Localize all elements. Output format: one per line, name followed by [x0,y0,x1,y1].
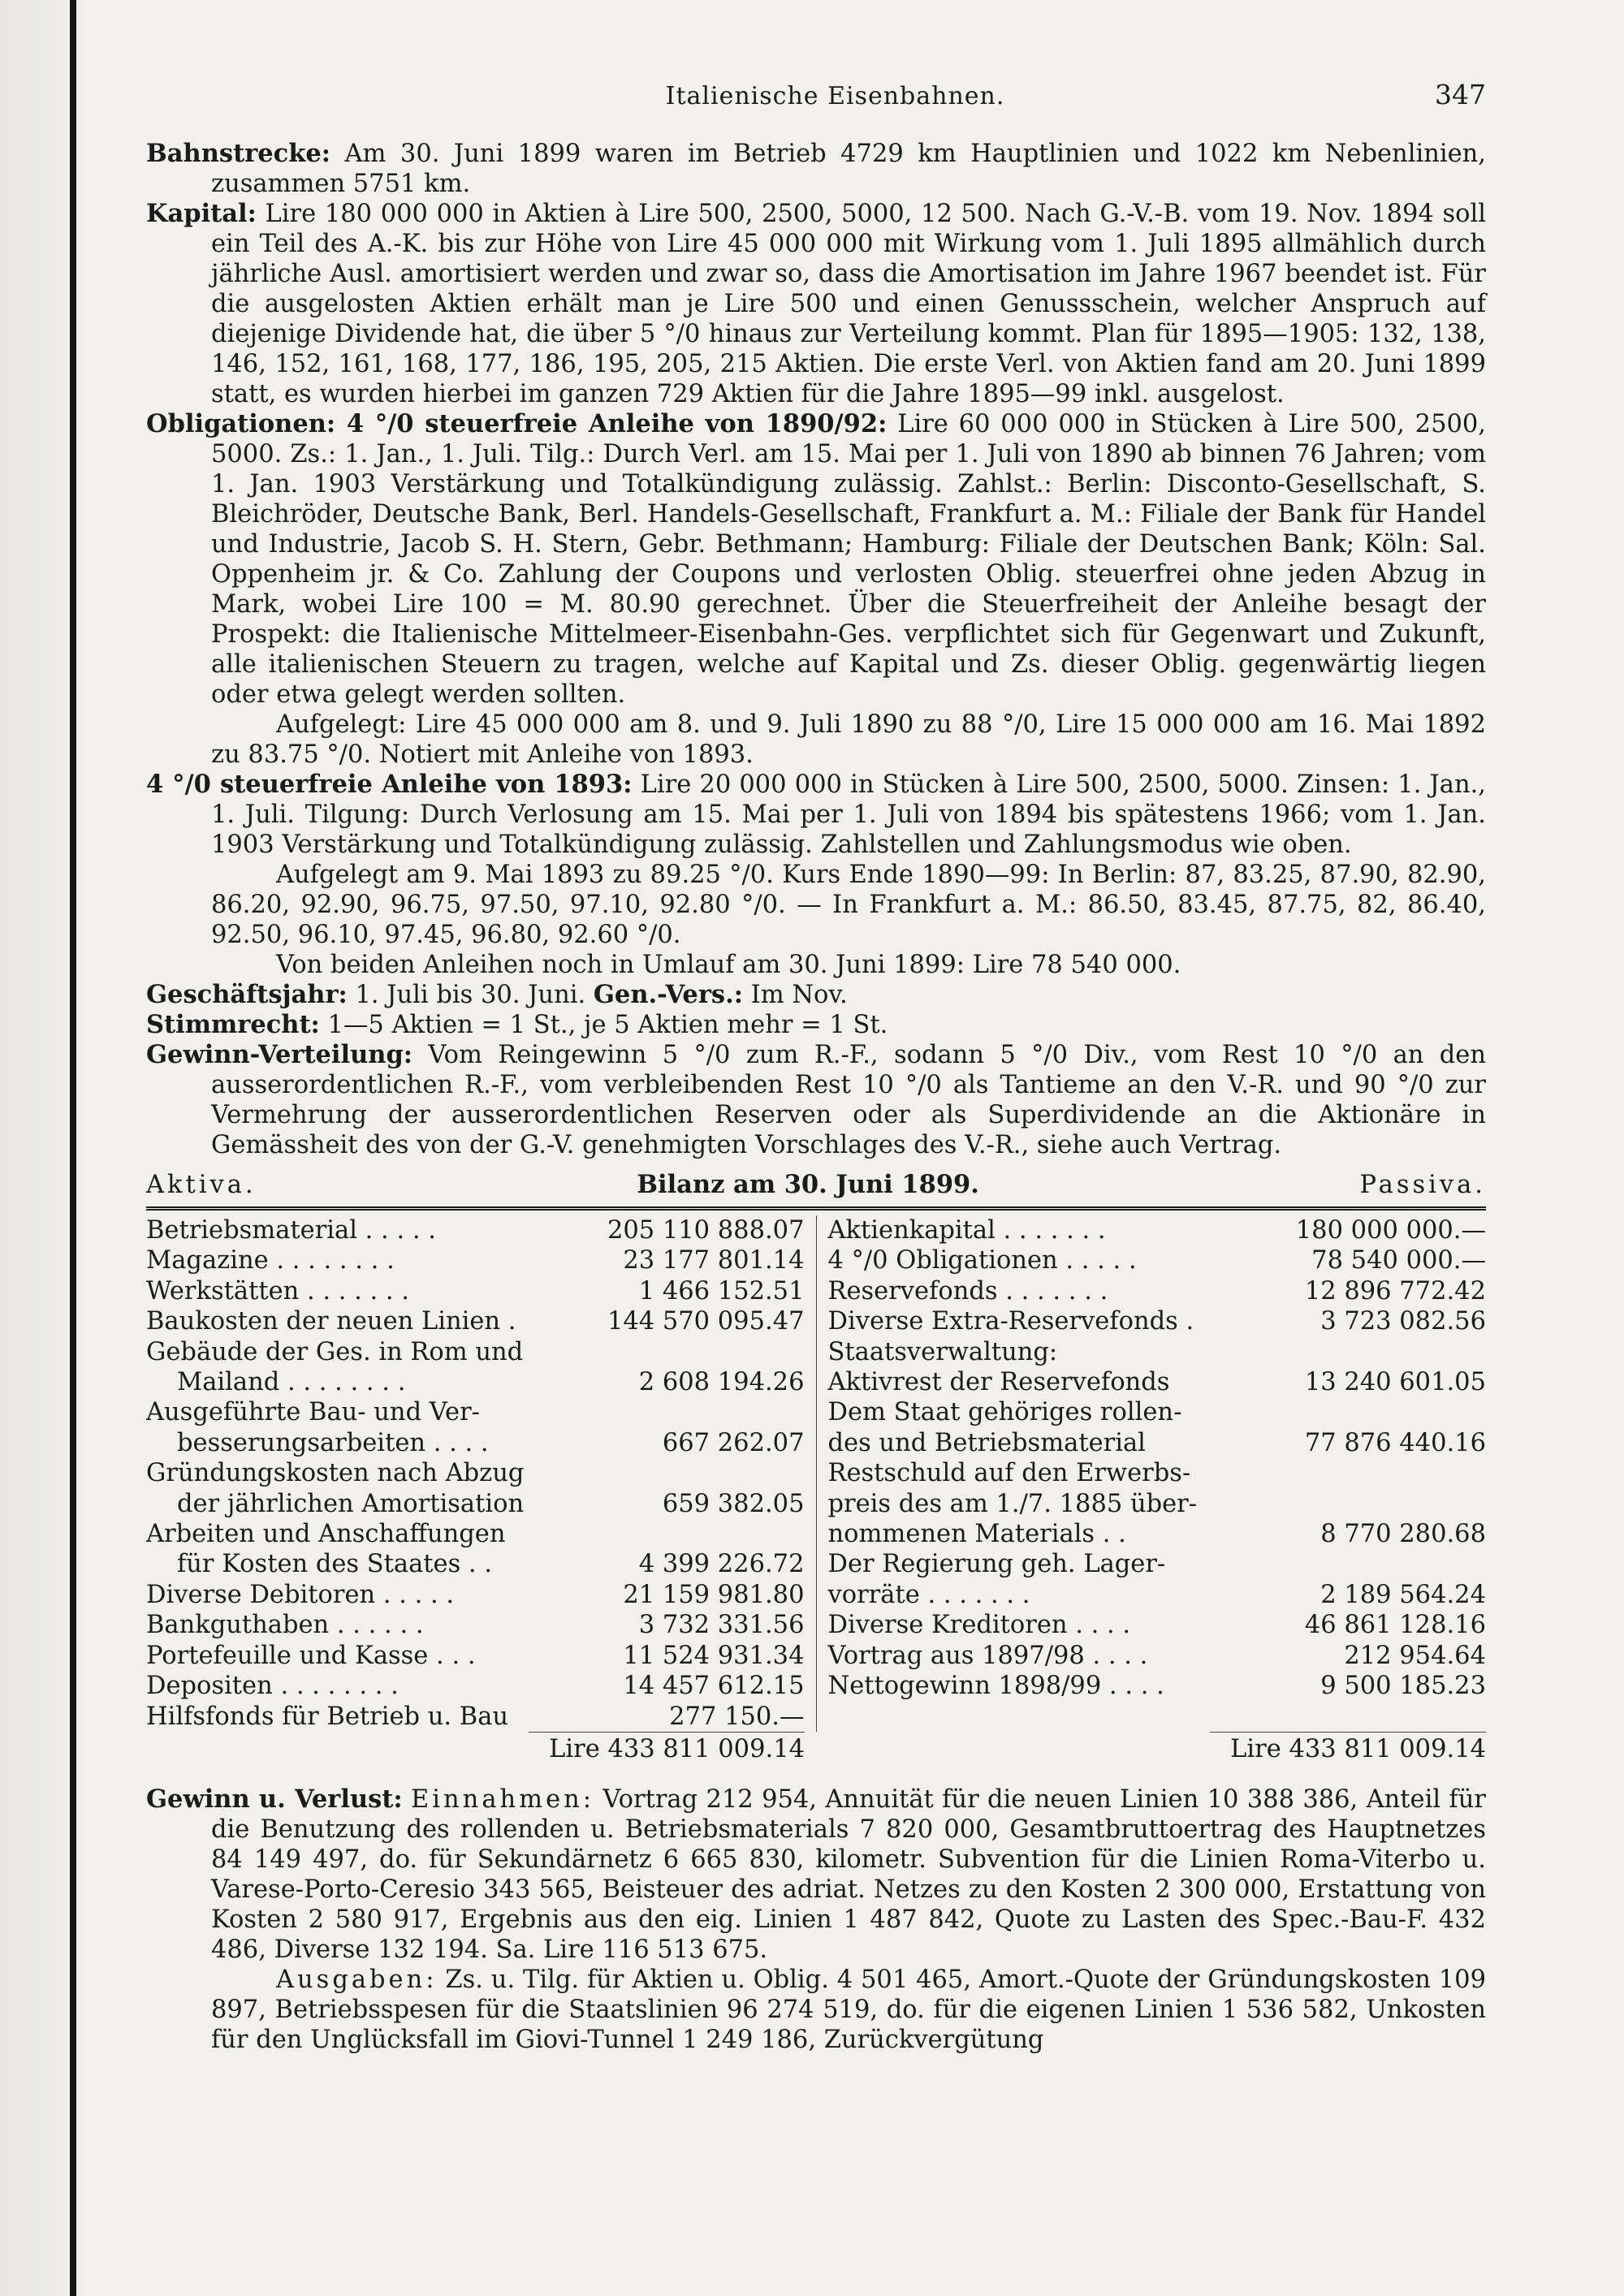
page-content [146,80,1486,2055]
aktiva-amount: 144 570 095.47 [607,1307,805,1336]
passiva-label: Diverse Kreditoren . . . . [827,1611,1131,1640]
entry-label: Geschäftsjahr: [146,980,348,1009]
aktiva-label: Depositen . . . . . . . . [146,1672,399,1701]
entry-label: Gewinn u. Verlust: [146,1784,403,1814]
aktiva-amount [602,1337,816,1367]
passiva-row [817,1215,1487,1245]
entry-text: Aufgelegt: Lire 45 000 000 am 8. und 9. Juli 1890 zu 88 °/0, Lire 15 000 000 am 16. Mai 1892 zu 83.75 °/0. Notiert mit Anleihe von 1893. [211,710,1486,769]
passiva-label: Der Regierung geh. Lager- [827,1550,1166,1579]
aktiva-total [146,1732,816,1765]
passiva-label: Restschuld auf den Erwerbs- [827,1459,1191,1488]
aktiva-label: Betriebsmaterial . . . . . [146,1216,436,1245]
aktiva-row [146,1306,816,1336]
passiva-row [817,1671,1487,1701]
passiva-amount [1273,1337,1486,1367]
paragraph-stimmrecht [146,1010,1486,1040]
passiva-row [817,1580,1487,1610]
aktiva-amount: 4 399 226.72 [638,1550,805,1579]
aktiva-amount: 21 159 981.80 [623,1580,805,1609]
passiva-amount: 77 876 440.16 [1304,1428,1486,1457]
entry-label: Kapital: [146,199,257,228]
passiva-label: Aktivrest der Reservefonds [827,1368,1170,1397]
passiva-amount: 180 000 000.— [1295,1216,1486,1245]
aktiva-label: der jährlichen Amortisation [177,1489,525,1518]
aktiva-label: Diverse Debitoren . . . . . [146,1580,455,1609]
paragraph-gewinn-verteilung [146,1040,1486,1160]
passiva-total-value: Lire 433 811 009.14 [1210,1732,1486,1765]
balance-header [146,1170,1486,1211]
einnahmen-text: Vortrag 212 954, Annuität für die neuen Linien 10 388 386, Anteil für die Benutzung des rollenden u. Betriebsmaterials 7 820 000, Gesamtbruttoertrag des Hauptnetzes 84 149 497, do. für Sekundärnetz 6 665 830, kilometr. Subvention für die Linien Roma-Viterbo u. Varese-Porto-Ceresio 343 565, Beisteuer des adriat. Netzes zu den Kosten 2 300 000, Erstattung von Kosten 2 580 917, Ergebnis aus den eig. Linien 1 487 842, Quote zu Lasten des Spec.-Bau-F. 432 486, Diverse 132 194. Sa. Lire 116 513 675. [211,1785,1486,1964]
paragraph-ausgaben [146,1965,1486,2055]
paragraph-bahnstrecke [146,139,1486,199]
aktiva-amount [602,1519,816,1549]
passiva-label: Diverse Extra-Reservefonds . [827,1307,1194,1336]
aktiva-amount: 23 177 801.14 [623,1246,805,1275]
aktiva-amount: 1 466 152.51 [638,1276,805,1306]
passiva-amount [1273,1489,1486,1519]
passiva-row [817,1367,1487,1397]
binding-rule [70,0,76,2296]
aktiva-row [146,1519,816,1549]
aktiva-row [146,1671,816,1701]
passiva-label: vorräte . . . . . . . [827,1580,1030,1609]
paragraph-geschaeftsjahr [146,980,1486,1010]
aktiva-total-value: Lire 433 811 009.14 [529,1732,805,1765]
paragraph-obligationen [146,409,1486,710]
entry-text: Vom Reingewinn 5 °/0 zum R.-F., sodann 5 °/0 Div., vom Rest 10 °/0 an den ausserordentlichen R.-F., vom verbleibenden Rest 10 °/0 als Tantieme an den V.-R. und 90 °/0 zur Vermehrung der ausserordentlichen Reserven oder als Superdividende an die Aktionäre in Gemässheit des von der G.-V. genehmigten Vorschlages des V.-R., siehe auch Vertrag. [211,1041,1486,1159]
passiva-label: Vortrag aus 1897/98 . . . . [827,1641,1148,1670]
aktiva-heading: Aktiva. [146,1171,257,1199]
passiva-amount [1273,1549,1486,1579]
passiva-row [817,1306,1487,1336]
passiva-amount: 3 723 082.56 [1320,1307,1486,1336]
aktiva-label: Gebäude der Ges. in Rom und [146,1337,524,1366]
passiva-amount: 9 500 185.23 [1320,1672,1486,1701]
aktiva-row [146,1428,816,1458]
aktiva-row [146,1549,816,1579]
aktiva-amount: 3 732 331.56 [638,1611,805,1640]
passiva-row [817,1489,1487,1519]
passiva-label: Reservefonds . . . . . . . [827,1276,1108,1306]
aktiva-row [146,1337,816,1367]
aktiva-row [146,1702,816,1732]
aktiva-label: für Kosten des Staates . . [177,1550,493,1579]
aktiva-label: Arbeiten und Anschaffungen [146,1520,506,1549]
passiva-label: 4 °/0 Obligationen . . . . . [827,1246,1137,1275]
aktiva-label: Ausgeführte Bau- und Ver- [146,1398,480,1427]
aktiva-label: Werkstätten . . . . . . . [146,1276,410,1306]
passiva-amount [1273,1458,1486,1488]
passiva-amount: 13 240 601.05 [1304,1368,1486,1397]
passiva-amount: 12 896 772.42 [1304,1276,1486,1306]
passiva-label: des und Betriebsmaterial [827,1428,1146,1457]
paragraph-gewinn-verlust [146,1785,1486,1965]
aktiva-row [146,1641,816,1671]
aktiva-amount [602,1458,816,1488]
paragraph-kapital [146,199,1486,409]
aktiva-amount: 205 110 888.07 [607,1216,805,1245]
running-title: Italienische Eisenbahnen. [665,82,1005,110]
aktiva-label: besserungsarbeiten . . . . [177,1428,489,1457]
aktiva-label: Gründungskosten nach Abzug [146,1459,525,1488]
aktiva-row [146,1489,816,1519]
aktiva-label: Portefeuille und Kasse . . . [146,1641,476,1670]
balance-totals [146,1732,1486,1765]
passiva-amount [1273,1397,1486,1427]
entry-text: 1—5 Aktien = 1 St., je 5 Aktien mehr = 1 St. [319,1011,888,1039]
entry-label-gv: Gen.-Vers.: [593,980,743,1009]
ausgaben-label: Ausgaben: [276,1965,438,1994]
aktiva-amount: 2 608 194.26 [638,1368,805,1397]
aktiva-label: Magazine . . . . . . . . [146,1246,395,1275]
entry-label: Obligationen: 4 °/0 steuerfreie Anleihe von 1890/92: [146,409,888,438]
aktiva-row [146,1610,816,1640]
passiva-label: Staatsverwaltung: [827,1337,1058,1366]
passiva-column [817,1215,1487,1732]
page-number: 347 [1435,79,1486,110]
passiva-label: Aktienkapital . . . . . . . [827,1216,1106,1245]
passiva-row [817,1641,1487,1671]
passiva-label: Nettogewinn 1898/99 . . . . [827,1672,1164,1701]
passiva-row [817,1245,1487,1275]
balance-sheet [146,1215,1486,1732]
aktiva-amount: 659 382.05 [662,1489,805,1518]
passiva-row [817,1519,1487,1549]
entry-text: Lire 60 000 000 in Stücken à Lire 500, 2500, 5000. Zs.: 1. Jan., 1. Juli. Tilg.: Durch Verl. am 15. Mai per 1. Juli von 1890 ab binnen 76 Jahren; vom 1. Jan. 1903 Verstärkung und Totalkündigung zulässig. Zahlst.: Berlin: Disconto-Gesellschaft, S. Bleichröder, Deutsche Bank, Berl. Handels-Gesellschaft, Frankfurt a. M.: Filiale der Bank für Handel und Industrie, Jacob S. H. Stern, Gebr. Bethmann; Hamburg: Filiale der Deutschen Bank; Köln: Sal. Oppenheim jr. & Co. Zahlung der Coupons und verlosten Oblig. steuerfrei ohne jeden Abzug in Mark, wobei Lire 100 = M. 80.90 gerechnet. Über die Steuerfreiheit der Anleihe besagt der Prospekt: die Italienische Mittelmeer-Eisenbahn-Ges. verpflichtet sich für Gegenwart und Zukunft, alle italienischen Steuern zu tragen, welche auf Kapital und Zs. dieser Oblig. gegenwärtig liegen oder etwa gelegt werden sollten. [211,410,1486,709]
aktiva-amount: 14 457 612.15 [623,1672,805,1701]
passiva-row [817,1337,1487,1367]
aktiva-amount: 11 524 931.34 [623,1641,805,1670]
aktiva-amount: 277 150.— [669,1702,805,1731]
aktiva-row [146,1245,816,1275]
page-header [146,80,1486,111]
entry-label: 4 °/0 steuerfreie Anleihe von 1893: [146,770,633,799]
passiva-amount: 8 770 280.68 [1320,1520,1486,1549]
entry-text: Aufgelegt am 9. Mai 1893 zu 89.25 °/0. Kurs Ende 1890—99: In Berlin: 87, 83.25, 87.90, 82.90, 86.20, 92.90, 96.75, 97.50, 97.10, 92.80 °/0. — In Frankfurt a. M.: 86.50, 83.45, 87.75, 82, 86.40, 92.50, 96.10, 97.45, 96.80, 92.60 °/0. [211,861,1486,949]
aktiva-amount [602,1397,816,1427]
passiva-row [817,1458,1487,1488]
entry-text: Von beiden Anleihen noch in Umlauf am 30. Juni 1899: Lire 78 540 000. [276,951,1181,979]
section-gap [146,1765,1486,1785]
entry-text: 1. Juli bis 30. Juni. [347,981,594,1009]
aktiva-label: Hilfsfonds für Betrieb u. Bau [146,1702,509,1731]
aktiva-label: Bankguthaben . . . . . . [146,1611,424,1640]
aktiva-row [146,1276,816,1306]
aktiva-amount: 667 262.07 [662,1428,805,1457]
passiva-heading: Passiva. [1359,1171,1486,1199]
passiva-amount: 46 861 128.16 [1304,1611,1486,1640]
paragraph-aufgelegt-1893 [146,860,1486,950]
passiva-label: Dem Staat gehöriges rollen- [827,1398,1182,1427]
passiva-row [817,1610,1487,1640]
passiva-amount: 78 540 000.— [1311,1246,1486,1275]
aktiva-label: Baukosten der neuen Linien . [146,1307,516,1336]
passiva-amount: 2 189 564.24 [1320,1580,1486,1609]
passiva-row [817,1276,1487,1306]
entry-label: Bahnstrecke: [146,139,330,168]
entry-label: Stimmrecht: [146,1010,320,1039]
passiva-total [816,1732,1486,1765]
entry-text: Lire 20 000 000 in Stücken à Lire 500, 2500, 5000. Zinsen: 1. Jan., 1. Juli. Tilgung: Durch Verlosung am 15. Mai per 1. Juli von 1894 bis spätestens 1966; vom 1. Jan. 1903 Verstärkung und Totalkündigung zulässig. Zahlstellen und Zahlungsmodus wie oben. [211,770,1486,859]
passiva-label: preis des am 1./7. 1885 über- [827,1489,1198,1518]
aktiva-row [146,1580,816,1610]
ausgaben-text: Zs. u. Tilg. für Aktien u. Oblig. 4 501 465, Amort.-Quote der Gründungskosten 109 897, Betriebsspesen für die Staatslinien 96 274 519, do. für die eigenen Linien 1 536 582, Unkosten für den Unglücksfall im Giovi-Tunnel 1 249 186, Zurückvergütung [211,1965,1486,2054]
passiva-label: nommenen Materials . . [827,1520,1126,1549]
passiva-row [817,1397,1487,1427]
paragraph-aufgelegt-1890 [146,710,1486,770]
passiva-row [817,1428,1487,1458]
aktiva-row [146,1367,816,1397]
aktiva-column [146,1215,817,1732]
entry-label: Gewinn-Verteilung: [146,1040,413,1069]
paragraph-anleihe-1893 [146,770,1486,860]
aktiva-label: Mailand . . . . . . . . [177,1368,406,1397]
aktiva-row [146,1215,816,1245]
paragraph-umlauf [146,950,1486,980]
entry-text-gv: Im Nov. [742,981,848,1009]
aktiva-row [146,1397,816,1427]
balance-title: Bilanz am 30. Juni 1899. [637,1170,979,1199]
aktiva-row [146,1458,816,1488]
einnahmen-label: Einnahmen: [411,1785,595,1814]
entry-text: Lire 180 000 000 in Aktien à Lire 500, 2500, 5000, 12 500. Nach G.-V.-B. vom 19. Nov. 1894 soll ein Teil des A.-K. bis zur Höhe von Lire 45 000 000 mit Wirkung vom 1. Juli 1895 allmählich durch jährliche Ausl. amortisiert werden und zwar so, dass die Amortisation im Jahre 1967 beendet ist. Für die ausgelosten Aktien erhält man je Lire 500 und einen Genussschein, welcher Anspruch auf diejenige Dividende hat, die über 5 °/0 hinaus zur Verteilung kommt. Plan für 1895—1905: 132, 138, 146, 152, 161, 168, 177, 186, 195, 205, 215 Aktien. Die erste Verl. von Aktien fand am 20. Juni 1899 statt, es wurden hierbei im ganzen 729 Aktien für die Jahre 1895—99 inkl. ausgelost. [211,200,1486,408]
passiva-amount: 212 954.64 [1344,1641,1486,1670]
passiva-row [817,1549,1487,1579]
entry-text: Am 30. Juni 1899 waren im Betrieb 4729 km Hauptlinien und 1022 km Nebenlinien, zusammen 5751 km. [211,140,1486,198]
